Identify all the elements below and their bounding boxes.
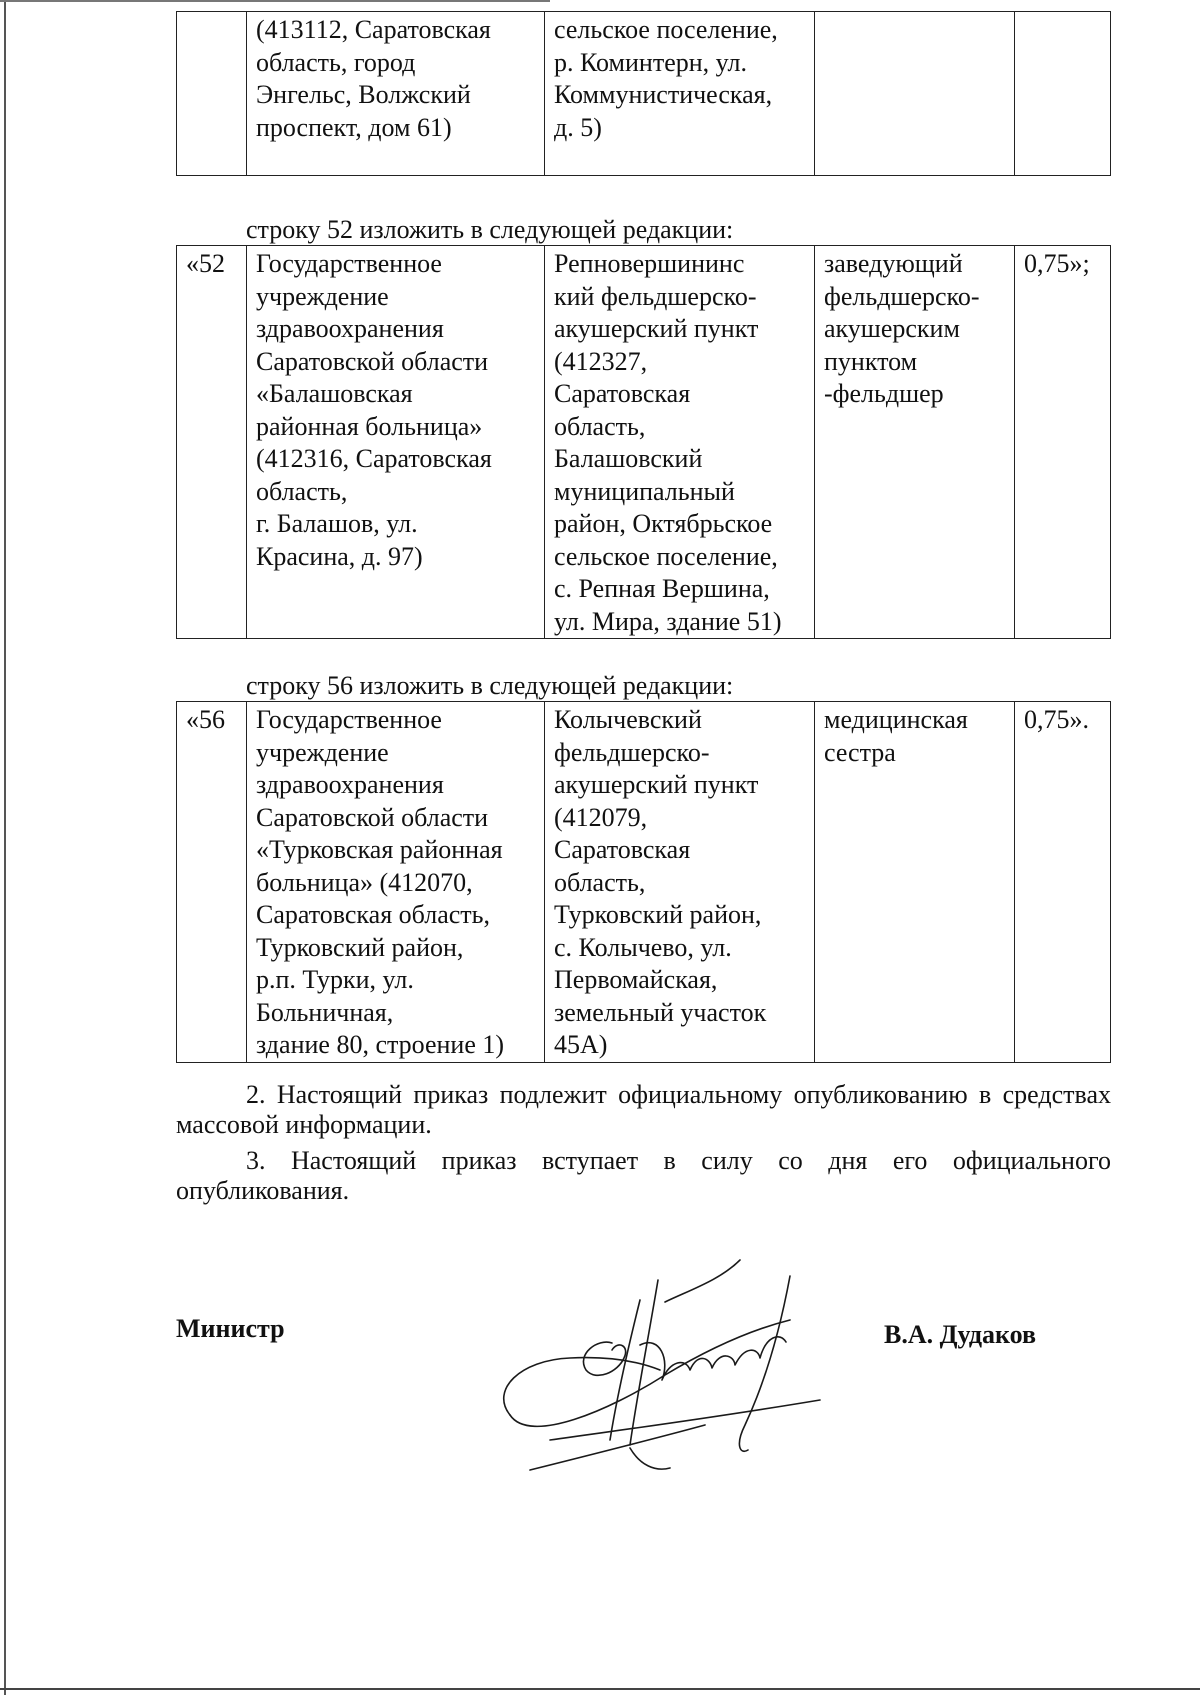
cell-position: заведующий фельдшерско- акушерским пунктом -фельдшер: [815, 246, 1015, 639]
paragraph-3: 3. Настоящий приказ вступает в силу со дня его официального опубликования.: [176, 1146, 1111, 1205]
cell-position: [815, 12, 1015, 176]
row-56-table: [176, 701, 1111, 1063]
cell-unit: Репновершининс кий фельдшерско- акушерский пункт (412327, Саратовская область, Балашовский муниципальный район, Октябрьское сельское поселение, с. Репная Вершина, ул. Мира, здание 51): [545, 246, 815, 639]
scan-edge-bottom: [0, 1688, 1200, 1690]
cell-number: «56: [177, 702, 247, 1063]
paragraph-2: 2. Настоящий приказ подлежит официальному опубликованию в средствах массовой информации.: [176, 1080, 1111, 1139]
scan-edge-top: [0, 0, 550, 2]
cell-institution: (413112, Саратовская область, город Энгельс, Волжский проспект, дом 61): [247, 12, 545, 176]
cell-rate: 0,75».: [1015, 702, 1111, 1063]
table-row: [177, 702, 1111, 1063]
handwritten-signature-icon: [490, 1240, 850, 1490]
cell-unit: Колычевский фельдшерско- акушерский пункт (412079, Саратовская область, Турковский район, с. Колычево, ул. Первомайская, земельный участок 45А): [545, 702, 815, 1063]
table-row: [177, 12, 1111, 176]
row-52-table: [176, 245, 1111, 639]
cell-rate: 0,75»;: [1015, 246, 1111, 639]
cell-institution: Государственное учреждение здравоохранения Саратовской области «Турковская районная больница» (412070, Саратовская область, Турковский район, р.п. Турки, ул. Больничная, здание 80, строение 1): [247, 702, 545, 1063]
cell-unit: сельское поселение, р. Коминтерн, ул. Коммунистическая, д. 5): [545, 12, 815, 176]
cell-position: медицинская сестра: [815, 702, 1015, 1063]
cell-rate: [1015, 12, 1111, 176]
continued-table: [176, 11, 1111, 176]
signatory-title: Министр: [176, 1314, 285, 1343]
cell-institution: Государственное учреждение здравоохранения Саратовской области «Балашовская районная больница» (412316, Саратовская область, г. Балашов, ул. Красина, д. 97): [247, 246, 545, 639]
lead-row-52: строку 52 изложить в следующей редакции:: [246, 215, 734, 244]
table-row: [177, 246, 1111, 639]
cell-number: [177, 12, 247, 176]
cell-number: «52: [177, 246, 247, 639]
signatory-name: В.А. Дудаков: [884, 1320, 1037, 1349]
lead-row-56: строку 56 изложить в следующей редакции:: [246, 671, 734, 700]
scan-edge-left: [4, 0, 6, 1695]
